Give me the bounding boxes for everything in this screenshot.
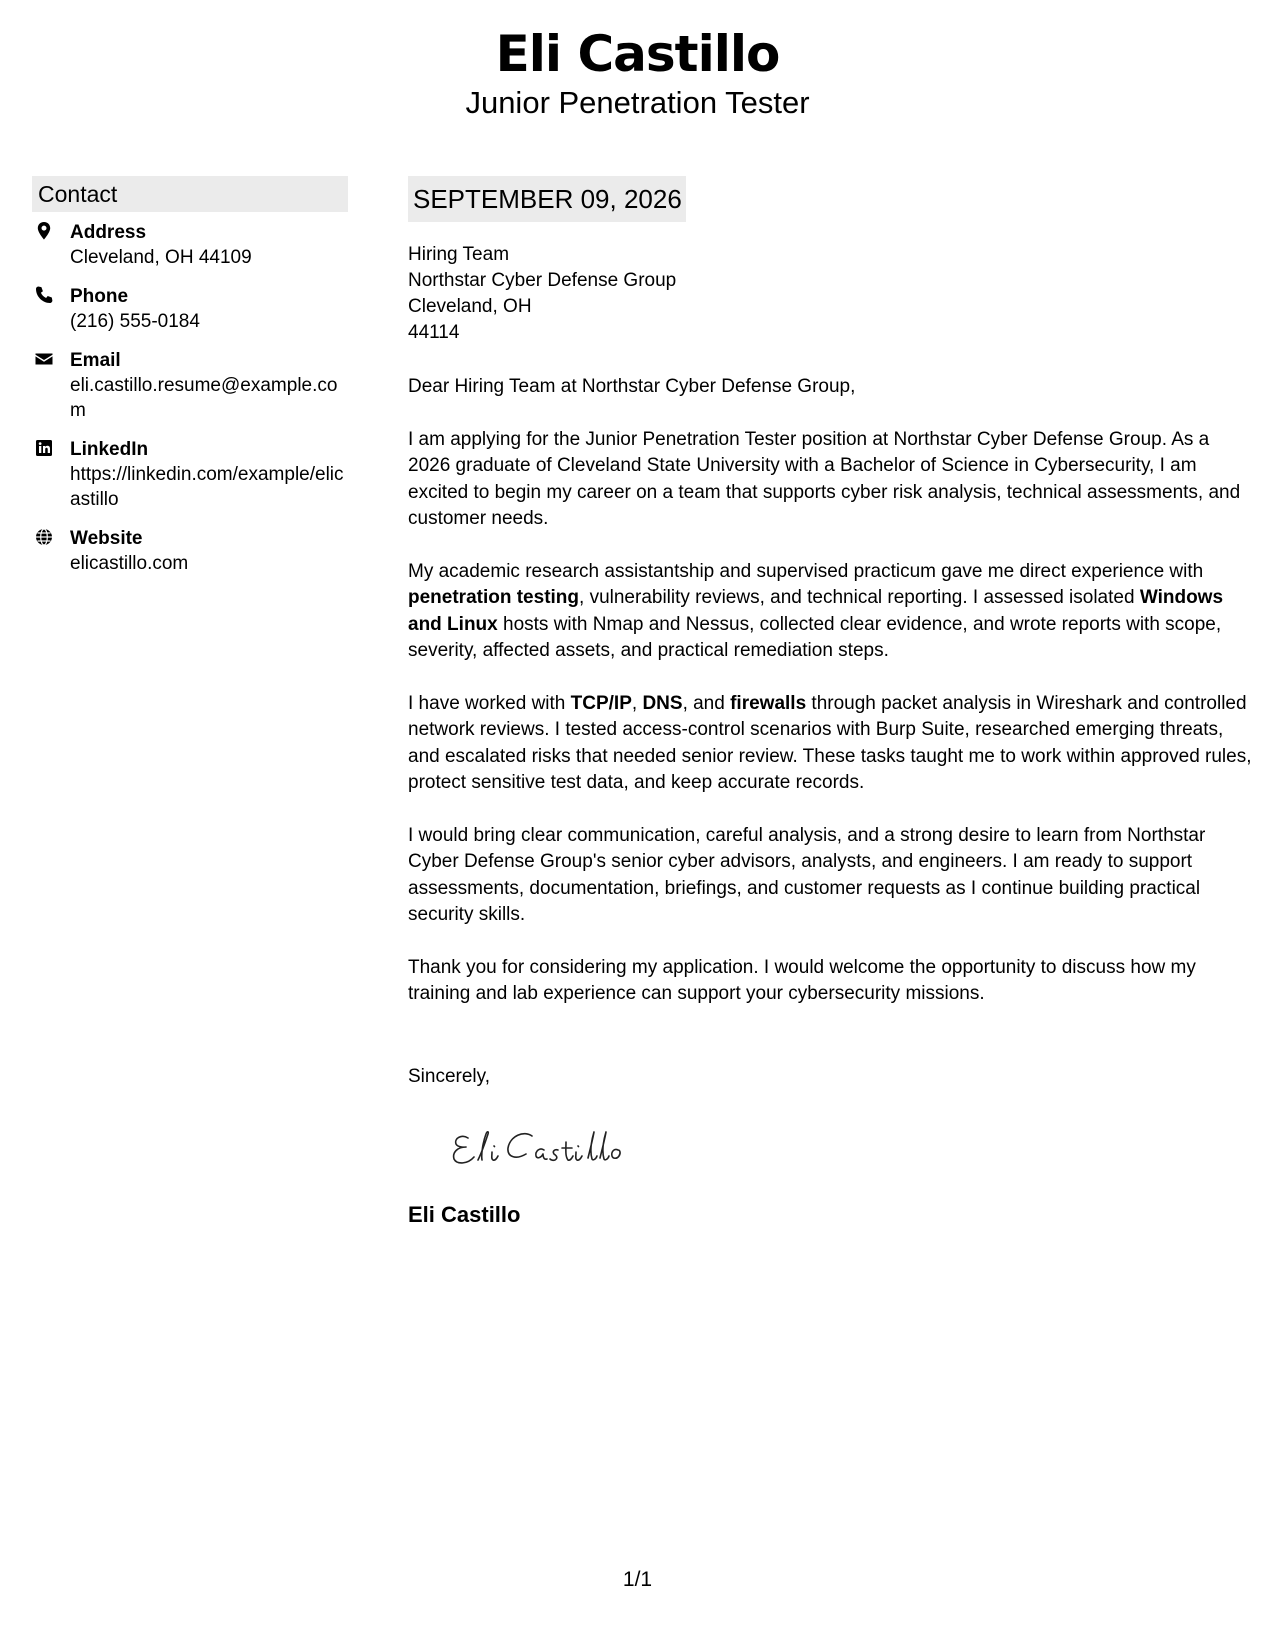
recipient-line: Northstar Cyber Defense Group (408, 270, 677, 291)
contact-linkedin (32, 437, 348, 512)
map-pin-icon (34, 221, 54, 241)
contact-website (32, 526, 348, 576)
contact-email (32, 348, 348, 423)
applicant-name: Eli Castillo (495, 25, 780, 83)
website-label: Website (70, 528, 143, 549)
paragraph-experience: My academic research assistantship and supervised practicum gave me direct experience with penetration testing, vulnerability reviews, and technical reporting. I assessed isolated Windows and Linux hosts with Nmap and Nessus, collected clear evidence, and wrote reports with scope, severity, affected assets, and practical remediation steps. (408, 560, 1224, 661)
contact-address (32, 220, 348, 270)
letter-header (0, 22, 1275, 122)
email-value: eli.castillo.resume@example.com (70, 375, 338, 421)
closing: Sincerely, (408, 1065, 491, 1087)
contact-phone (32, 284, 348, 334)
email-label: Email (70, 350, 121, 371)
emphasis: TCP/IP (570, 692, 632, 714)
contact-sidebar (32, 176, 348, 590)
linkedin-icon (34, 438, 54, 458)
paragraph-thanks: Thank you for considering my application. I would welcome the opportunity to discuss how my training and lab experience can support your cybersecurity missions. (408, 956, 1196, 1004)
phone-icon (34, 285, 54, 305)
paragraph-intro: I am applying for the Junior Penetration Tester position at Northstar Cyber Defense Group. As a 2026 graduate of Cleveland State University with a Bachelor of Science in Cybersecurity, I am excited to begin my career on a team that supports cyber risk analysis, technical assessments, and customer needs. (408, 428, 1241, 529)
globe-icon (34, 527, 54, 547)
recipient-line: 44114 (408, 322, 460, 343)
emphasis: penetration testing (408, 587, 580, 608)
envelope-icon (34, 349, 54, 369)
website-value: elicastillo.com (70, 553, 189, 574)
address-label: Address (70, 222, 147, 243)
page-number: 1/1 (622, 1568, 653, 1591)
letter-date: SEPTEMBER 09, 2026 (408, 176, 686, 222)
emphasis: firewalls (730, 692, 807, 714)
recipient-line: Cleveland, OH (408, 296, 532, 317)
phone-value: (216) 555-0184 (70, 311, 200, 332)
paragraph-motivation: I would bring clear communication, careful analysis, and a strong desire to learn from Northstar Cyber Defense Group's senior cyber advisors, analysts, and engineers. I am ready to support assessments, documentation, briefings, and customer requests as I continue building practical security skills. (408, 824, 1206, 925)
letter-body (408, 176, 1256, 1230)
handwritten-signature (448, 1118, 1256, 1178)
signer-name: Eli Castillo (408, 1201, 521, 1227)
recipient-block (408, 242, 1256, 346)
paragraph-networking: I have worked with TCP/IP, DNS, and firewalls through packet analysis in Wireshark and controlled network reviews. I tested access-control scenarios with Burp Suite, researched emerging threats, and escalated risks that needed senior review. These tasks taught me to work within approved rules, protect sensitive test data, and keep accurate records. (408, 692, 1252, 793)
emphasis: DNS (642, 692, 683, 714)
phone-label: Phone (70, 286, 129, 307)
emphasis: Windows and Linux (408, 587, 1224, 635)
applicant-role: Junior Penetration Tester (465, 85, 810, 120)
linkedin-label: LinkedIn (70, 439, 149, 460)
recipient-line: Hiring Team (408, 244, 510, 265)
salutation: Dear Hiring Team at Northstar Cyber Defense Group, (408, 376, 856, 397)
linkedin-value: https://linkedin.com/example/elicastillo (70, 464, 344, 510)
contact-section-title: Contact (32, 176, 348, 212)
address-value: Cleveland, OH 44109 (70, 247, 252, 268)
